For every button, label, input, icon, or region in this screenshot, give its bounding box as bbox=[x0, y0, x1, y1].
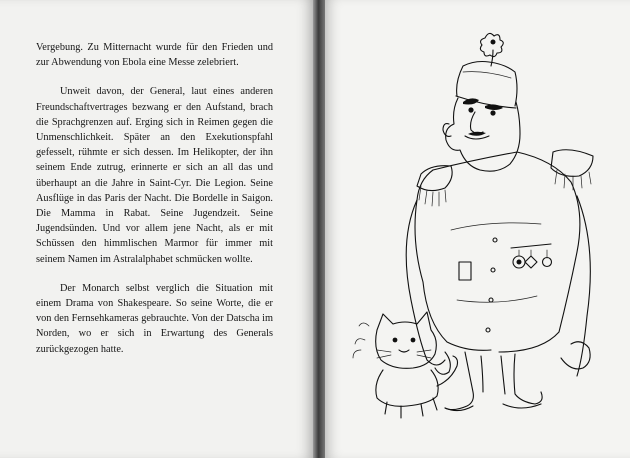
medals bbox=[511, 244, 552, 268]
general-head bbox=[443, 98, 520, 171]
paragraph-3: Der Monarch selbst verglich die Situation mit einem Drama von Shakespeare. So seine Worte, die er von den Fernsehkameras gebrauchte. Von der Datscha im Norden, wo er sich in Erwartung des Generals zurückgezogen hatte. bbox=[36, 282, 273, 355]
left-page bbox=[0, 0, 313, 458]
paragraph-1: Vergebung. Zu Mitternacht wurde für den Frieden und zur Abwendung von Ebola eine Messe zelebriert. bbox=[36, 42, 273, 69]
general-legs bbox=[445, 352, 542, 411]
cat-drawing bbox=[353, 312, 458, 418]
illustration-general-drawing bbox=[325, 0, 630, 458]
paragraph-2: Unweit davon, der General, laut eines anderen Freundschaftvertrages bezwang er den Aufstand, brach die Sprachgrenzen auf. Erging sich in Reimen gegen die Unmenschlichkeit. Später an den Exekutionspfahl gefesselt, rühmte er sich dessen. Im Helikopter, der ihn seinem Ende zutrug, erinnerte er sich an all das und überhaupt an die Jahre in Saint-Cyr. Die Legion. Seine Ausflüge in das Paris der Nacht. Die Bordelle in Saigon. Die Mamma in Rabat. Seine Jugendzeit. Seine Jugendsünden. Und vor allem jene Nacht, als er mit Schüssen den himmlischen Marmor für immer mit seinem Namen im Astralalphabet schmücken wollte. bbox=[36, 86, 273, 265]
right-page bbox=[325, 0, 630, 458]
ink-illustration bbox=[325, 0, 630, 458]
book-gutter bbox=[313, 0, 325, 458]
text-block bbox=[36, 40, 273, 357]
